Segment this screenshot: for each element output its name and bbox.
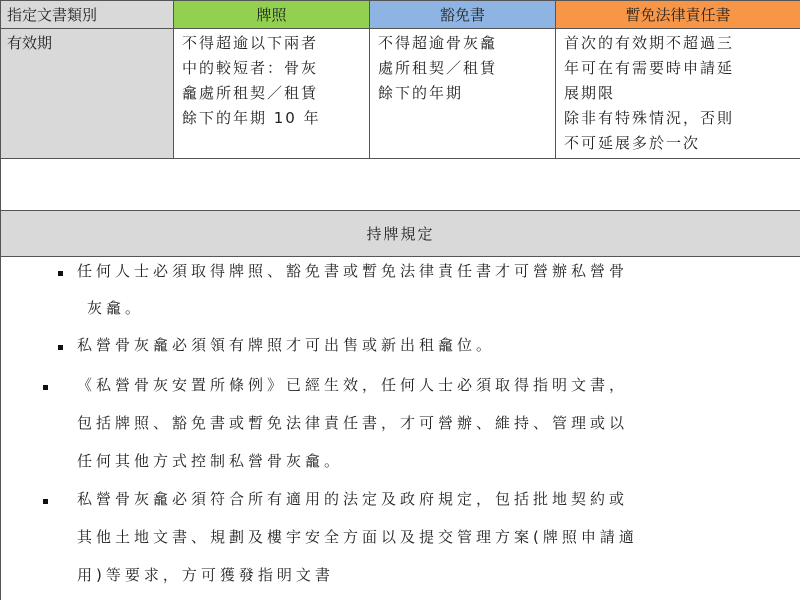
bullet-icon	[43, 385, 48, 390]
rule-line: 任何其他方式控制私營骨灰龕。	[77, 452, 344, 470]
header-licence: 牌照	[174, 1, 370, 29]
cell-line: 龕處所租契／租賃	[182, 84, 319, 102]
cell-line: 首次的有效期不超過三	[564, 34, 735, 52]
section-title: 持牌規定	[1, 211, 800, 257]
header-exemption: 豁免書	[370, 1, 556, 29]
table-header-row	[1, 1, 800, 29]
cell-line: 不可延展多於一次	[564, 134, 701, 152]
rule-line: 其他土地文書、規劃及樓宇安全方面以及提交管理方案(牌照申請適	[77, 528, 638, 546]
validity-row	[1, 29, 800, 159]
bullet-icon	[43, 499, 48, 504]
rule-line: 私營骨灰龕必須符合所有適用的法定及政府規定，包括批地契約或	[77, 490, 629, 508]
cell-line: 不得超逾以下兩者	[182, 34, 319, 52]
section-header-row	[1, 211, 800, 257]
cell-line: 年可在有需要時申請延	[564, 59, 735, 77]
cell-line: 餘下的年期 10 年	[182, 109, 321, 127]
cell-line: 除非有特殊情況，否則	[564, 109, 735, 127]
cell-line: 餘下的年期	[378, 84, 464, 102]
rules-row	[1, 257, 800, 600]
rule-line: 任何人士必須取得牌照、豁免書或暫免法律責任書才可營辦私營骨	[77, 262, 629, 280]
bullet-icon	[58, 271, 63, 276]
cell-line: 處所租契／租賃	[378, 59, 498, 77]
cell-line: 展期限	[564, 84, 616, 102]
cell-line: 不得超逾骨灰龕	[378, 34, 498, 52]
rule-line: 灰龕。	[87, 299, 145, 317]
header-immunity: 暫免法律責任書	[556, 1, 800, 29]
exemption-validity-cell	[370, 29, 556, 159]
rule-line: 《私營骨灰安置所條例》已經生效，任何人士必須取得指明文書，	[77, 376, 629, 394]
blank-row	[1, 159, 800, 211]
bullet-icon	[58, 345, 63, 350]
cell-line: 中的較短者：骨灰	[182, 59, 319, 77]
licence-validity-cell	[174, 29, 370, 159]
rule-line: 用)等要求，方可獲發指明文書	[77, 566, 334, 584]
blank-cell	[1, 159, 800, 211]
validity-label: 有效期	[1, 29, 174, 159]
rule-line: 私營骨灰龕必須領有牌照才可出售或新出租龕位。	[77, 336, 496, 354]
rules-cell	[1, 257, 800, 600]
header-document-type: 指定文書類別	[1, 1, 174, 29]
immunity-validity-cell	[556, 29, 800, 159]
rule-line: 包括牌照、豁免書或暫免法律責任書，才可營辦、維持、管理或以	[77, 414, 629, 432]
